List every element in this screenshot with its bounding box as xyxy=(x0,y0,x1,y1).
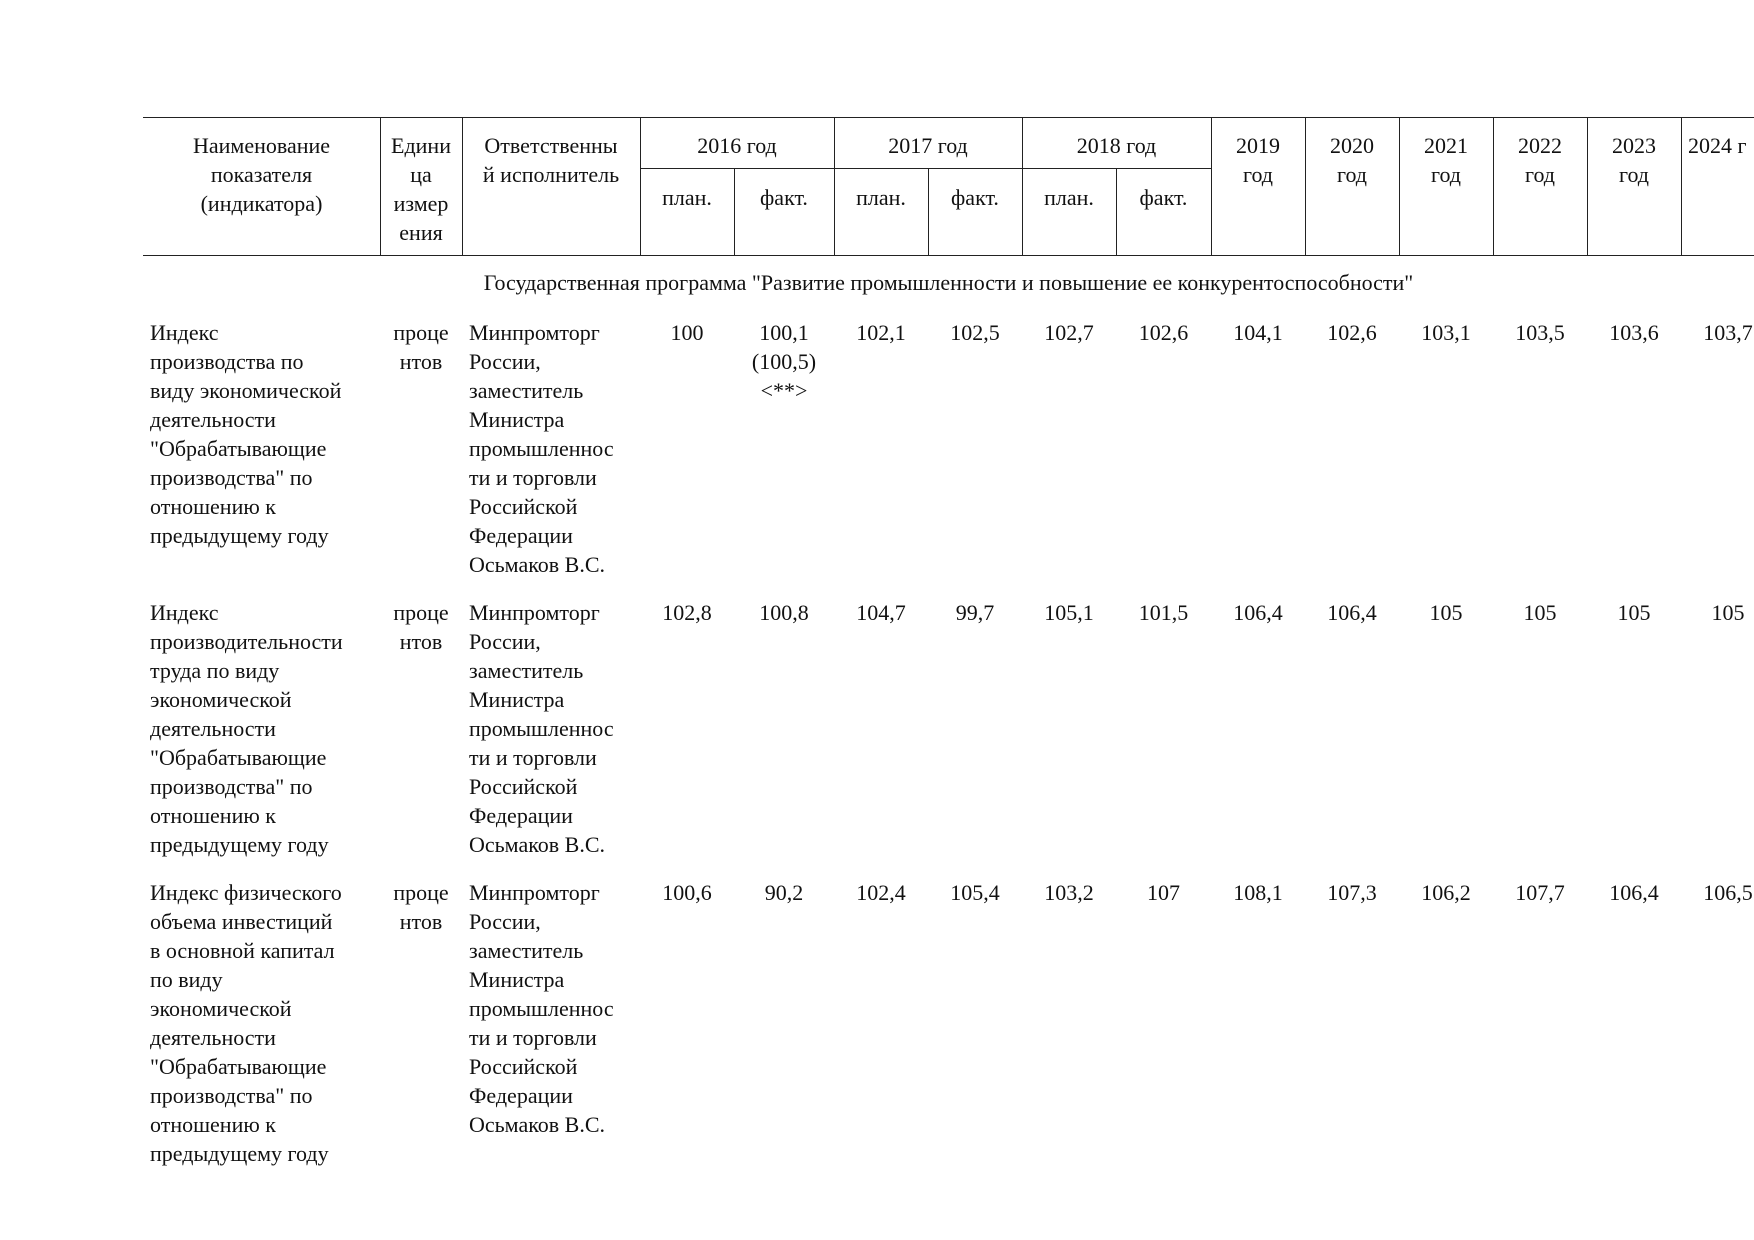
header-year-2020: 2020 год xyxy=(1330,133,1374,187)
header-plan-2016: план. xyxy=(662,185,712,210)
value-2023: 106,4 xyxy=(1609,880,1659,905)
value-2016-fact: 90,2 xyxy=(764,880,804,905)
value-2018-plan: 105,1 xyxy=(1044,600,1094,625)
value-2020: 102,6 xyxy=(1327,320,1377,345)
header-bottom-border xyxy=(143,255,1754,256)
header-fact-2016: факт. xyxy=(760,185,808,210)
header-year-2021: 2021 год xyxy=(1424,133,1468,187)
header-plan-2018: план. xyxy=(1044,185,1094,210)
value-2019: 106,4 xyxy=(1233,600,1283,625)
value-2024: 106,5 xyxy=(1703,880,1753,905)
header-year-2024: 2024 г xyxy=(1688,133,1747,158)
header-year-2019: 2019 год xyxy=(1236,133,1280,187)
header-unit: Едини ца измер ения xyxy=(391,133,451,245)
value-2018-fact: 102,6 xyxy=(1138,320,1189,345)
table-top-border xyxy=(143,117,1754,118)
value-2018-plan: 103,2 xyxy=(1044,880,1094,905)
row-unit: проце нтов xyxy=(393,880,449,934)
row-responsible: Минпромторг России, заместитель Министра промышленнос ти и торговли Российской Федерации Осьмаков В.С. xyxy=(469,880,614,1137)
value-2017-fact: 99,7 xyxy=(955,600,995,625)
header-year-2023: 2023 год xyxy=(1612,133,1656,187)
header-year-2018: 2018 год xyxy=(1076,133,1157,158)
value-2016-plan: 100,6 xyxy=(662,880,712,905)
row-unit: проце нтов xyxy=(393,600,449,654)
value-2016-fact: 100,8 xyxy=(759,600,809,625)
year-subheader-border xyxy=(640,168,1212,169)
value-2022: 107,7 xyxy=(1515,880,1565,905)
value-2018-fact: 107 xyxy=(1147,880,1180,905)
row-responsible: Минпромторг России, заместитель Министра промышленнос ти и торговли Российской Федерации Осьмаков В.С. xyxy=(469,320,614,577)
value-2018-plan: 102,7 xyxy=(1044,320,1094,345)
header-fact-2017: факт. xyxy=(951,185,999,210)
value-2017-plan: 104,7 xyxy=(856,600,906,625)
header-year-2017: 2017 год xyxy=(888,133,968,158)
header-name: Наименование показателя (индикатора) xyxy=(192,133,331,216)
header-responsible: Ответственны й исполнитель xyxy=(482,133,620,187)
value-2022: 103,5 xyxy=(1515,320,1565,345)
value-2020: 107,3 xyxy=(1327,880,1377,905)
header-fact-2018: факт. xyxy=(1139,185,1188,210)
value-2023: 105 xyxy=(1617,600,1651,625)
value-2024: 105 xyxy=(1711,600,1745,625)
value-2021: 103,1 xyxy=(1421,320,1471,345)
value-2019: 104,1 xyxy=(1233,320,1283,345)
value-2017-plan: 102,4 xyxy=(856,880,906,905)
value-2016-fact: 100,1 (100,5) <**> xyxy=(751,320,817,403)
value-2021: 105 xyxy=(1429,600,1463,625)
value-2018-fact: 101,5 xyxy=(1138,600,1189,625)
value-2021: 106,2 xyxy=(1421,880,1471,905)
value-2017-fact: 102,5 xyxy=(950,320,1000,345)
value-2016-plan: 102,8 xyxy=(662,600,712,625)
value-2020: 106,4 xyxy=(1327,600,1377,625)
header-year-2022: 2022 год xyxy=(1518,133,1562,187)
value-2023: 103,6 xyxy=(1609,320,1659,345)
value-2022: 105 xyxy=(1523,600,1557,625)
col-divider xyxy=(1681,117,1682,255)
row-name: Индекс производства по виду экономической деятельности "Обрабатывающие производства" по отношению к предыдущему году xyxy=(150,320,342,548)
row-name: Индекс производительности труда по виду экономической деятельности "Обрабатывающие производства" по отношению к предыдущему году xyxy=(150,600,343,857)
value-2024: 103,7 xyxy=(1703,320,1753,345)
header-year-2016: 2016 год xyxy=(697,133,777,158)
value-2016-plan: 100 xyxy=(670,320,704,345)
row-name: Индекс физического объема инвестиций в основной капитал по виду экономической деятельности "Обрабатывающие производства" по отношению к предыдущему году xyxy=(150,880,342,1166)
section-title: Государственная программа "Развитие промышленности и повышение ее конкурентоспособности" xyxy=(483,270,1414,295)
row-unit: проце нтов xyxy=(393,320,449,374)
value-2017-fact: 105,4 xyxy=(950,880,1000,905)
header-plan-2017: план. xyxy=(856,185,906,210)
value-2017-plan: 102,1 xyxy=(856,320,906,345)
row-responsible: Минпромторг России, заместитель Министра промышленнос ти и торговли Российской Федерации Осьмаков В.С. xyxy=(469,600,614,857)
value-2019: 108,1 xyxy=(1233,880,1283,905)
